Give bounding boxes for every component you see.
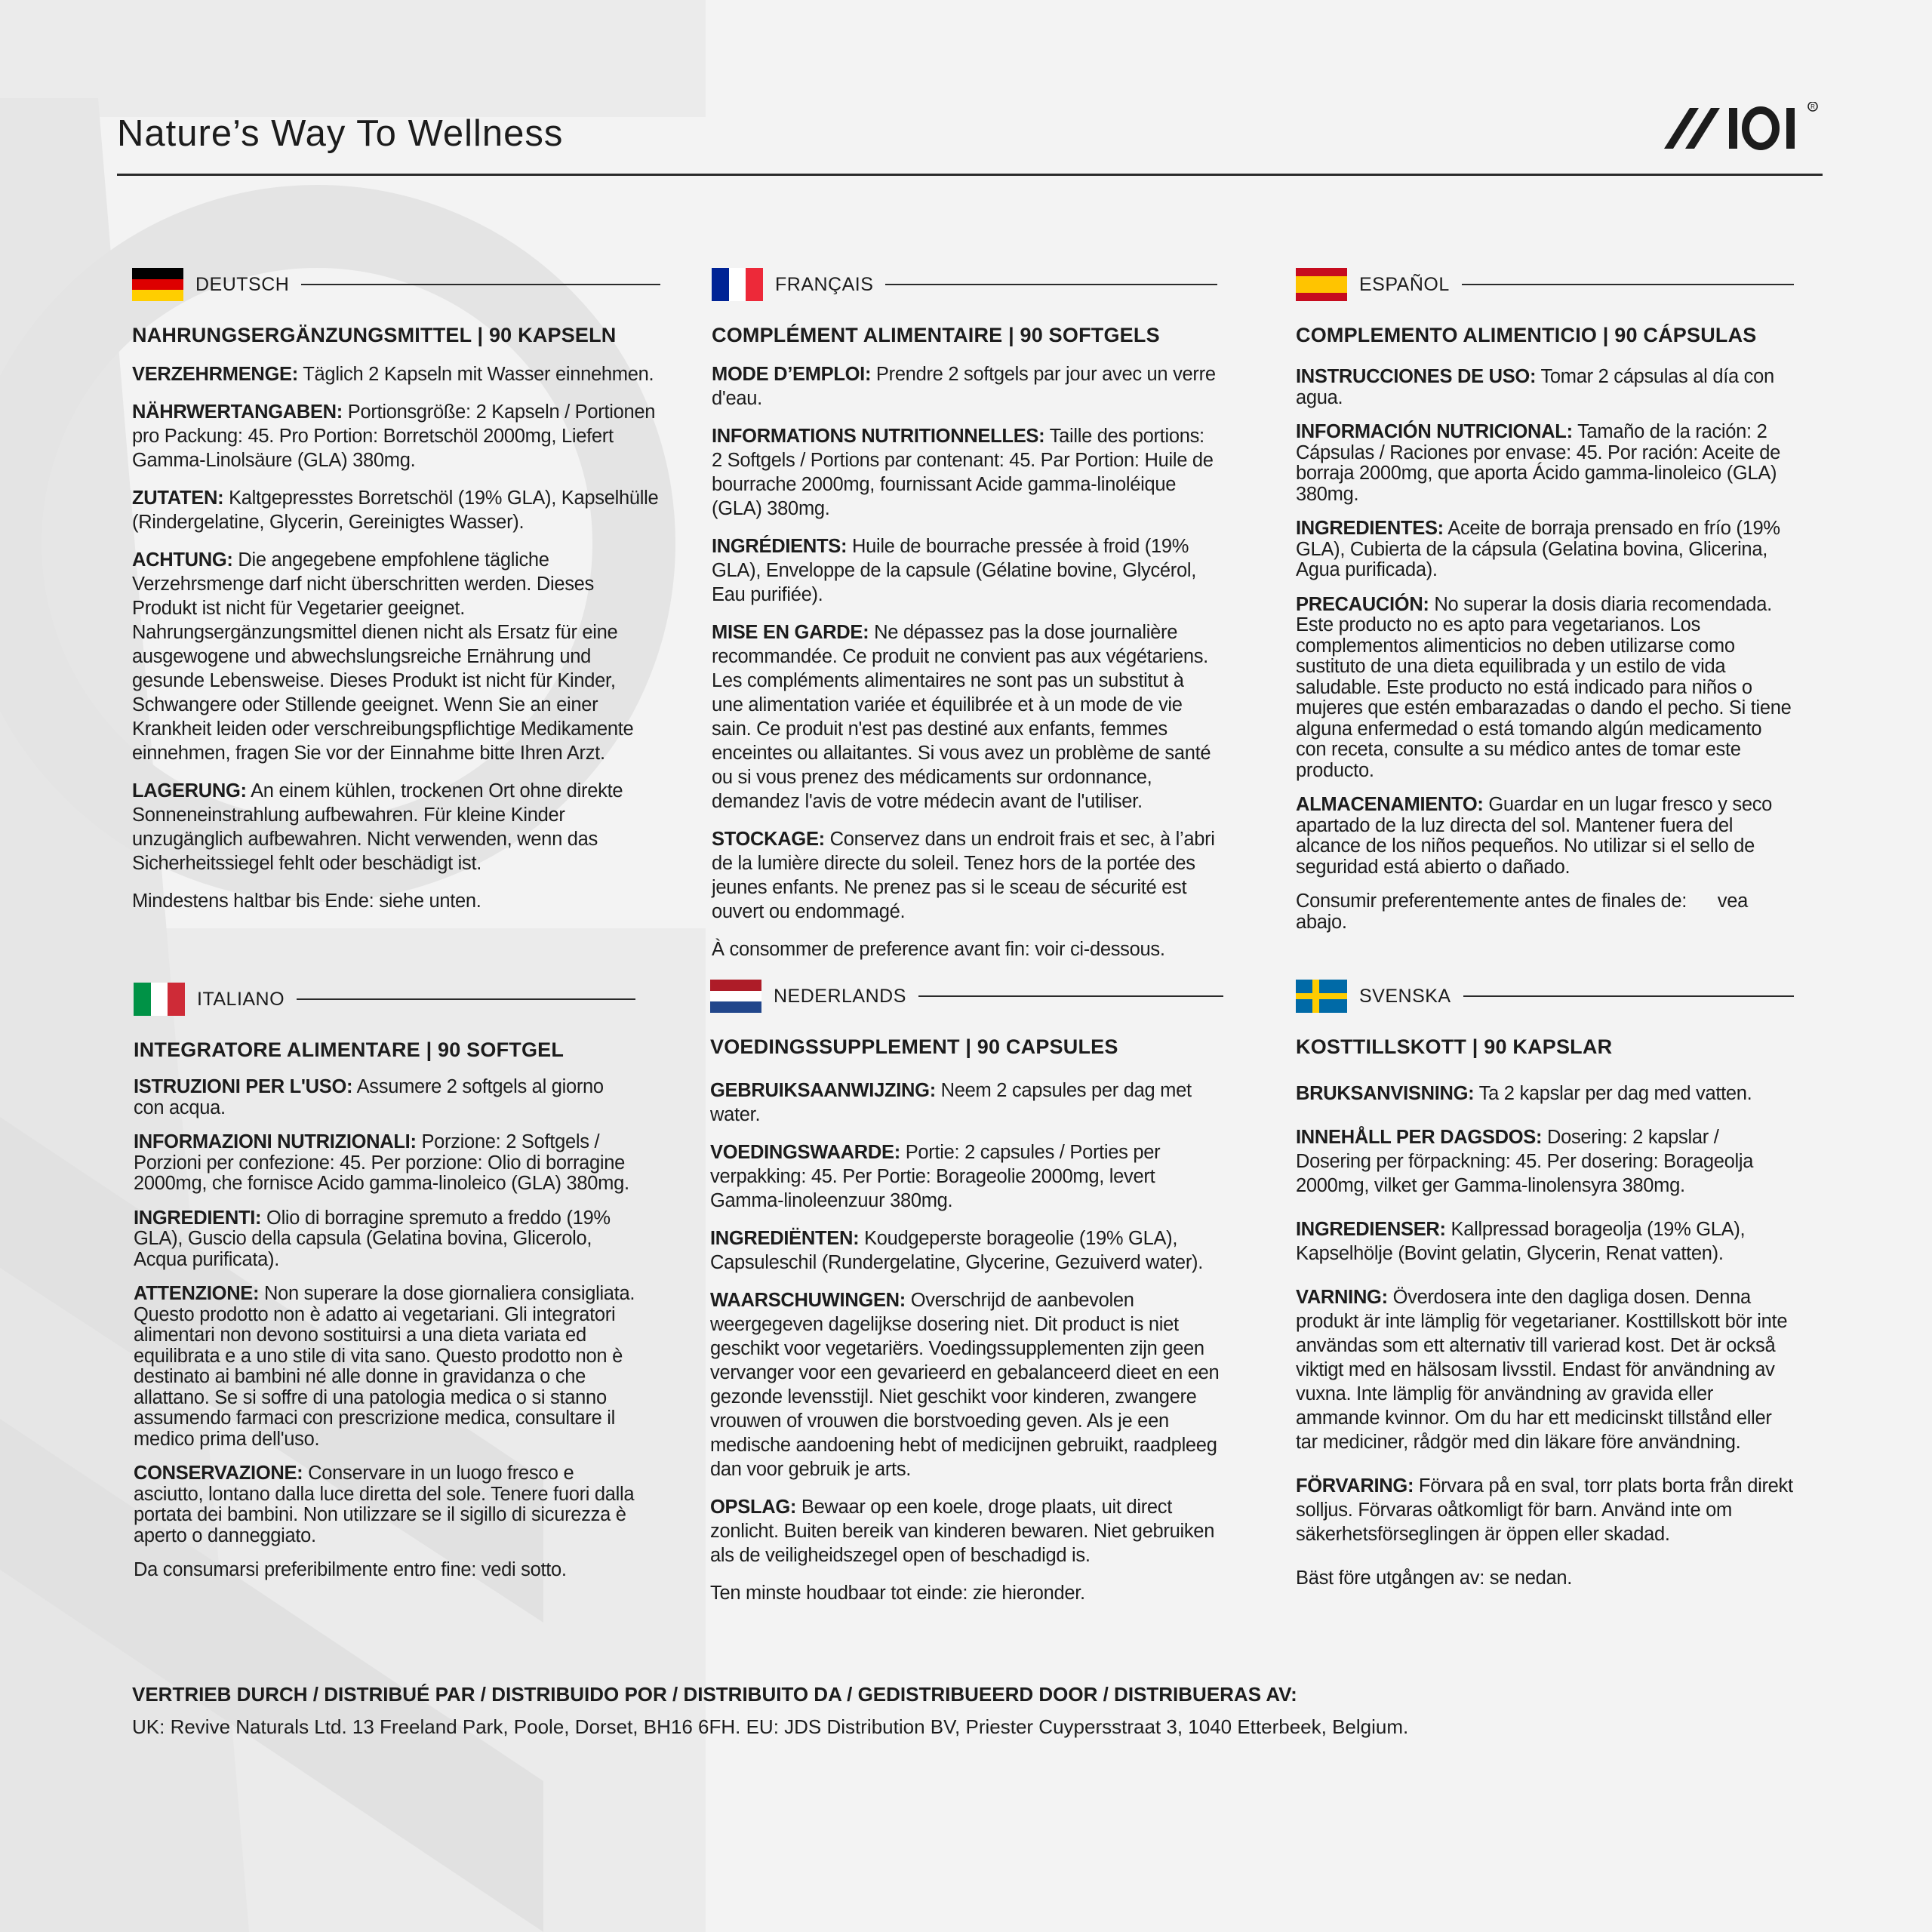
storage-section: LAGERUNG: An einem kühlen, trockenen Ort ohne direkte Sonneneinstrahlung aufbewahren. Für kleine Kinder unzugänglich aufbewahren. Nicht verwenden, wenn das Sicherheitssiegel fehlt oder beschädigt ist. [132,780,623,874]
language-header-francais [712,268,1217,301]
dosage-section: GEBRUIKSAANWIJZING: Neem 2 capsules per dag met water. [710,1080,1192,1125]
divider [1462,284,1794,285]
language-header-deutsch [132,268,660,301]
nutrition-section: NÄHRWERTANGABEN: Portionsgröße: 2 Kapseln / Portionen pro Packung: 45. Pro Portion: Borretschöl 2000mg, Liefert Gamma-Linolsäure (GLA) 380mg. [132,401,656,471]
language-header-espanol [1296,268,1794,301]
dosage-section: ISTRUZIONI PER L'USO: Assumere 2 softgels al giorno con acqua. [134,1076,604,1118]
dosage-section: BRUKSANVISNING: Ta 2 kapslar per dag med vatten. [1296,1083,1752,1104]
storage-section: OPSLAG: Bewaar op een koele, droge plaats, uit direct zonlicht. Buiten bereik van kinderen bewaren. Niet gebruiken als de veiligheidszegel open of beschadigd is. [710,1497,1215,1566]
language-name: ESPAÑOL [1359,273,1450,295]
language-name: SVENSKA [1359,985,1451,1007]
nutrition-section: INFORMAZIONI NUTRIZIONALI: Porzione: 2 Softgels / Porzioni per confezione: 45. Per porzione: Olio di borragine 2000mg, che fornisce Acido gamma-linoleico (GLA) 380mg. [134,1131,629,1194]
ingredients-section: INGREDIENTES: Aceite de borraja prensado en frío (19% GLA), Cubierta de la cápsula (Gelatina bovina, Glicerina, Agua purificada). [1296,518,1780,580]
tagline: Nature’s Way To Wellness [117,113,564,154]
warning-section: VARNING: Överdosera inte den dagliga dosen. Denna produkt är inte lämplig för vegetarianer. Kosttillskott bör inte användas som ett alternativ till varierad kost. Det är också viktigt med en hälsosam livsstil. Endast för användning av vuxna. Inte lämplig för användning av gravida eller ammande kvinnor. Om du har ett medicinskt tillstånd eller tar mediciner, rådgör med din läkare före användning. [1296,1287,1788,1453]
best-before-section: Ten minste houdbaar tot einde: zie hieronder. [710,1583,1085,1604]
dosage-section: MODE D’EMPLOI: Prendre 2 softgels par jour avec un verre d'eau. [712,364,1216,409]
language-name: NEDERLANDS [774,985,906,1007]
language-header-nederlands [710,980,1223,1013]
product-title: KOSTTILLSKOTT | 90 KAPSLAR [1296,1035,1613,1058]
best-before-section: Da consumarsi preferibilmente entro fine: vedi sotto. [134,1559,567,1580]
dosage-section: VERZEHRMENGE: Täglich 2 Kapseln mit Wasser einnehmen. [132,364,654,385]
france-flag-icon [712,268,763,301]
column-nederlands [710,980,1223,1619]
divider [301,284,660,285]
storage-section: STOCKAGE: Conservez dans un endroit frais et sec, à l’abri de la lumière directe du soleil. Tenez hors de la portée des jeunes enfants. Ne prenez pas si le sceau de sécurité est ouvert ou endommagé. [712,829,1215,922]
storage-section: CONSERVAZIONE: Conservare in un luogo fresco e asciutto, lontano dalla luce diretta del sole. Tenere fuori dalla portata dei bambini. Non utilizzare se il sigillo di sicurezza è aperto o danneggiato. [134,1463,635,1546]
best-before-section: Bäst före utgången av: se nedan. [1296,1567,1573,1589]
spain-flag-icon [1296,268,1347,301]
distribution-info [132,1683,1792,1739]
divider [885,284,1217,285]
nutrition-section: INFORMATIONS NUTRITIONNELLES: Taille des portions: 2 Softgels / Portions par contenant: 45. Par Portion: Huile de bourrache 2000mg, fournissant Acide gamma-linoléique (GLA) 380mg. [712,426,1214,519]
divider [297,998,635,1000]
warning-section: MISE EN GARDE: Ne dépassez pas la dose journalière recommandée. Ce produit ne convient pas aux végétariens. Les compléments alimentaires ne sont pas un substitut à une alimentation variée et équilibrée et à un mode de vie sain. Ce produit n'est pas destiné aux enfants, femmes enceintes ou allaitantes. Si vous avez un problème de santé ou si vous prenez des médicaments sur ordonnance, demandez l'avis de votre médecin avant de l'utiliser. [712,622,1211,812]
product-title: INTEGRATORE ALIMENTARE | 90 SOFTGEL [134,1038,565,1061]
ingredients-section: INGREDIENTI: Olio di borragine spremuto a freddo (19% GLA), Guscio della capsula (Gelatina bovina, Glicerolo, Acqua purificata). [134,1207,611,1270]
language-name: DEUTSCH [195,273,290,295]
nutrition-section: INNEHÅLL PER DAGSDOS: Dosering: 2 kapslar / Dosering per förpackning: 45. Per dosering: Borageolja 2000mg, vilket ger Gamma-linolensyra 380mg. [1296,1127,1754,1196]
product-title: COMPLEMENTO ALIMENTICIO | 90 CÁPSULAS [1296,324,1757,346]
product-title: COMPLÉMENT ALIMENTAIRE | 90 SOFTGELS [712,324,1160,346]
brand-logo [1664,102,1823,162]
distribution-title: VERTRIEB DURCH / DISTRIBUÉ PAR / DISTRIBUIDO POR / DISTRIBUITO DA / GEDISTRIBUEERD DOOR / DISTRIBUERAS AV: [132,1683,1297,1706]
distribution-address: UK: Revive Naturals Ltd. 13 Freeland Park, Poole, Dorset, BH16 6FH. EU: JDS Distribution BV, Priester Cuypersstraat 3, 1040 Etterbeek, Belgium. [132,1715,1409,1738]
product-title: VOEDINGSSUPPLEMENT | 90 CAPSULES [710,1035,1118,1058]
warning-section: PRECAUCIÓN: No superar la dosis diaria recomendada. Este producto no es apto para vegetarianos. Los complementos alimenticios no deben utilizarse como sustituto de una dieta equilibrada y un estilo de vida saludable. Este producto no está indicado para niños o mujeres que estén embarazadas o dando el pecho. Si tiene alguna enfermedad o está tomando algún medicamento con receta, consulte a su médico antes de tomar este producto. [1296,593,1792,781]
column-svenska [1296,980,1794,1604]
ingredients-section: INGREDIENSER: Kallpressad borageolja (19% GLA), Kapselhölje (Bovint gelatin, Glycerin, Renat vatten). [1296,1219,1746,1264]
netherlands-flag-icon [710,980,761,1013]
nutrition-section: VOEDINGSWAARDE: Portie: 2 capsules / Porties per verpakking: 45. Per Portie: Borageolie 2000mg, levert Gamma-linoleenzuur 380mg. [710,1142,1161,1211]
language-header-italiano [134,983,635,1016]
column-italiano [134,983,635,1595]
sweden-flag-icon [1296,980,1347,1013]
svg-text:R: R [1810,103,1815,110]
best-before-section: Mindestens haltbar bis Ende: siehe unten. [132,891,481,912]
dosage-section: INSTRUCCIONES DE USO: Tomar 2 cápsulas al día con agua. [1296,366,1774,408]
divider [1463,995,1794,997]
ingredients-section: INGRÉDIENTS: Huile de bourrache pressée à froid (19% GLA), Enveloppe de la capsule (Gélatine bovine, Glycérol, Eau purifiée). [712,536,1197,605]
storage-section: ALMACENAMIENTO: Guardar en un lugar fresco y seco apartado de la luz directa del sol. Mantener fuera del alcance de los niños pequeños. No utilizar si el sello de seguridad está abierto o dañado. [1296,794,1773,878]
ingredients-section: ZUTATEN: Kaltgepresstes Borretschöl (19% GLA), Kapselhülle (Rindergelatine, Glycerin, Gereinigtes Wasser). [132,488,659,533]
product-title: NAHRUNGSERGÄNZUNGSMITTEL | 90 KAPSELN [132,324,617,346]
ingredients-section: INGREDIËNTEN: Koudgeperste borageolie (19% GLA), Capsuleschil (Rundergelatine, Glycerine, Gezuiverd water). [710,1228,1203,1273]
warning-section: ATTENZIONE: Non superare la dose giornaliera consigliata. Questo prodotto non è adatto ai vegetariani. Gli integratori alimentari non devono sostituirsi a una dieta variata ed equilibrata e a uno stile di vita sano. Questo prodotto non è destinato ai bambini né alle donne in gravidanza o che allattano. Se si soffre di una patologia medica o si stanno assumendo farmaci con prescrizione medica, consultare il medico prima dell'uso. [134,1283,635,1450]
column-deutsch [132,268,660,927]
divider [918,995,1223,997]
nutrition-section: INFORMACIÓN NUTRICIONAL: Tamaño de la ración: 2 Cápsulas / Raciones por envase: 45. Por ración: Aceite de borraja 2000mg, que aporta Ácido gamma-linoleico (GLA) 380mg. [1296,421,1781,505]
language-name: FRANÇAIS [775,273,874,295]
best-before-section: À consommer de preference avant fin: voir ci-dessous. [712,939,1165,960]
language-header-svenska [1296,980,1794,1013]
column-francais [712,268,1217,975]
best-before-section: Consumir preferentemente antes de finales de: vea abajo. [1296,891,1753,933]
header [117,102,1823,176]
germany-flag-icon [132,268,183,301]
warning-section: ACHTUNG: Die angegebene empfohlene tägliche Verzehrsmenge darf nicht überschritten werden. Dieses Produkt ist nicht für Vegetarier geeignet. Nahrungsergänzungsmittel dienen nicht als Ersatz für eine ausgewogene und abwechslungsreiche Ernährung und gesunde Lebensweise. Dieses Produkt ist nicht für Kinder, Schwangere oder Stillende geeignet. Wenn Sie an einer Krankheit leiden oder verschreibungspflichtige Medikamente einnehmen, fragen Sie vor der Einnahme bitte Ihren Arzt. [132,549,634,764]
storage-section: FÖRVARING: Förvara på en sval, torr plats borta från direkt solljus. Förvaras oåtkomligt för barn. Använd inte om säkerhetsförseglingen är öppen eller skadad. [1296,1475,1793,1545]
column-espanol [1296,268,1794,946]
italy-flag-icon [134,983,185,1016]
language-name: ITALIANO [197,988,285,1010]
warning-section: WAARSCHUWINGEN: Overschrijd de aanbevolen weergegeven dagelijkse dosering niet. Dit product is niet geschikt voor vegetariërs. Voedingssupplementen zijn geen vervanger voor een gevarieerd en gebalanceerd dieet en een gezonde levensstijl. Niet geschikt voor kinderen, zwangere vrouwen of vrouwen die borstvoeding geven. Als je een medische aandoening hebt of medicijnen gebruikt, raadpleeg dan voor gebruik je arts. [710,1290,1220,1480]
